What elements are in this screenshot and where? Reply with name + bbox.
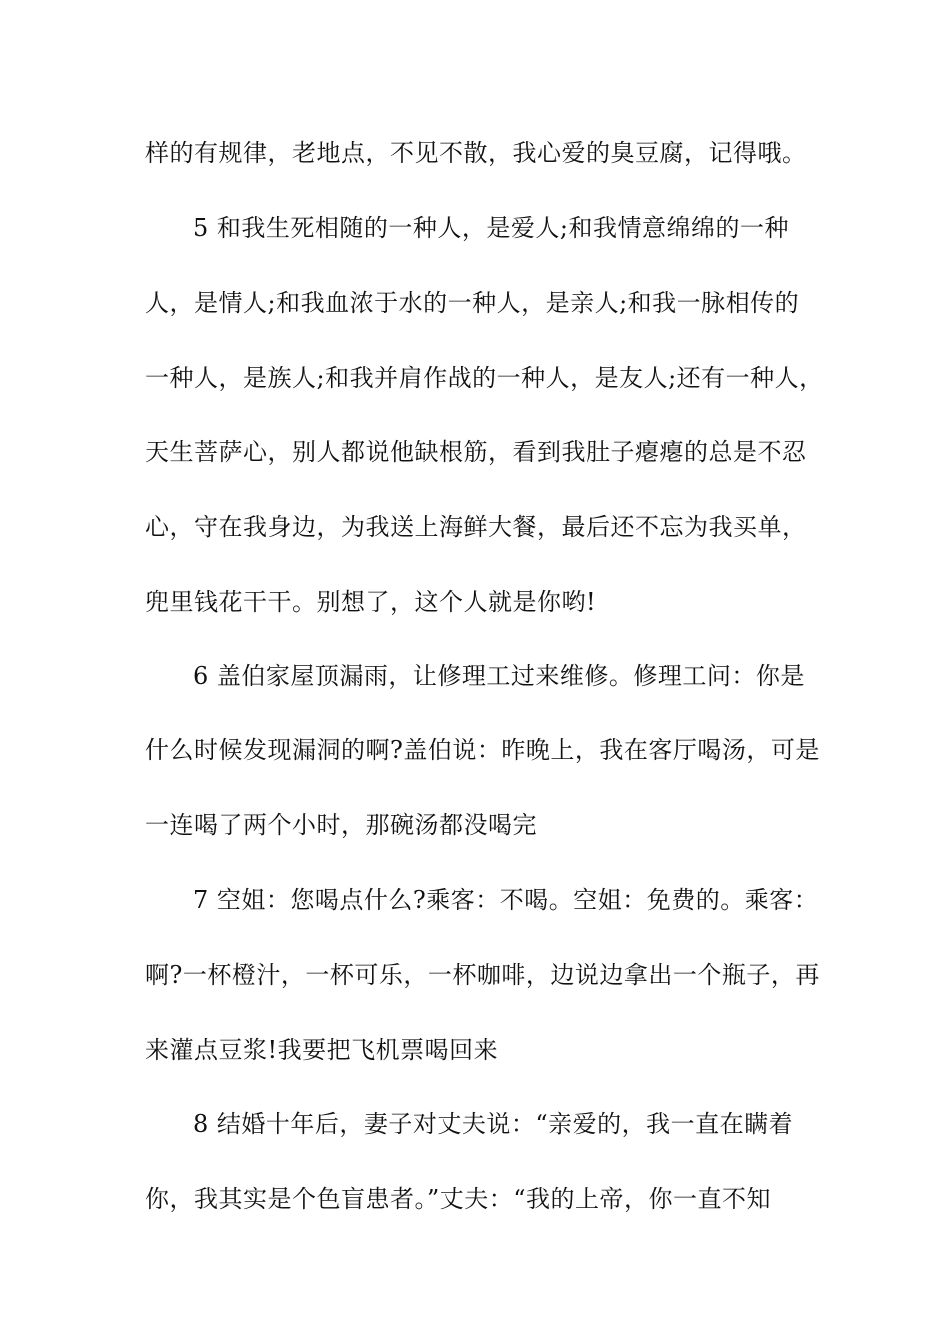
text-line: 什么时候发现漏洞的啊?盖伯说：昨晚上，我在客厅喝汤，可是 [145, 736, 820, 764]
paragraph-8-first-line: 8 结婚十年后，妻子对丈夫说：“亲爱的，我一直在瞒着 [193, 1110, 794, 1138]
text-line: 啊?一杯橙汁，一杯可乐，一杯咖啡，边说边拿出一个瓶子，再 [145, 961, 820, 989]
text-line: 一种人，是族人;和我并肩作战的一种人，是友人;还有一种人， [145, 364, 824, 392]
paragraph-6-first-line: 6 盖伯家屋顶漏雨，让修理工过来维修。修理工问：你是 [193, 662, 805, 690]
text-line: 来灌点豆浆!我要把飞机票喝回来 [145, 1036, 499, 1064]
text-line: 人，是情人;和我血浓于水的一种人，是亲人;和我一脉相传的 [145, 289, 800, 317]
paragraph-7-first-line: 7 空姐：您喝点什么?乘客：不喝。空姐：免费的。乘客： [193, 886, 819, 914]
text-line: 你，我其实是个色盲患者。”丈夫：“我的上帝，你一直不知 [145, 1185, 772, 1213]
text-line: 样的有规律，老地点，不见不散，我心爱的臭豆腐，记得哦。 [145, 139, 807, 167]
text-line: 心，守在我身边，为我送上海鲜大餐，最后还不忘为我买单， [145, 513, 807, 541]
text-line: 兜里钱花干干。别想了，这个人就是你哟! [145, 588, 597, 616]
text-line: 天生菩萨心，别人都说他缺根筋，看到我肚子瘪瘪的总是不忍 [145, 438, 807, 466]
text-line: 一连喝了两个小时，那碗汤都没喝完 [145, 811, 537, 839]
paragraph-5-first-line: 5 和我生死相随的一种人，是爱人;和我情意绵绵的一种 [193, 214, 789, 242]
